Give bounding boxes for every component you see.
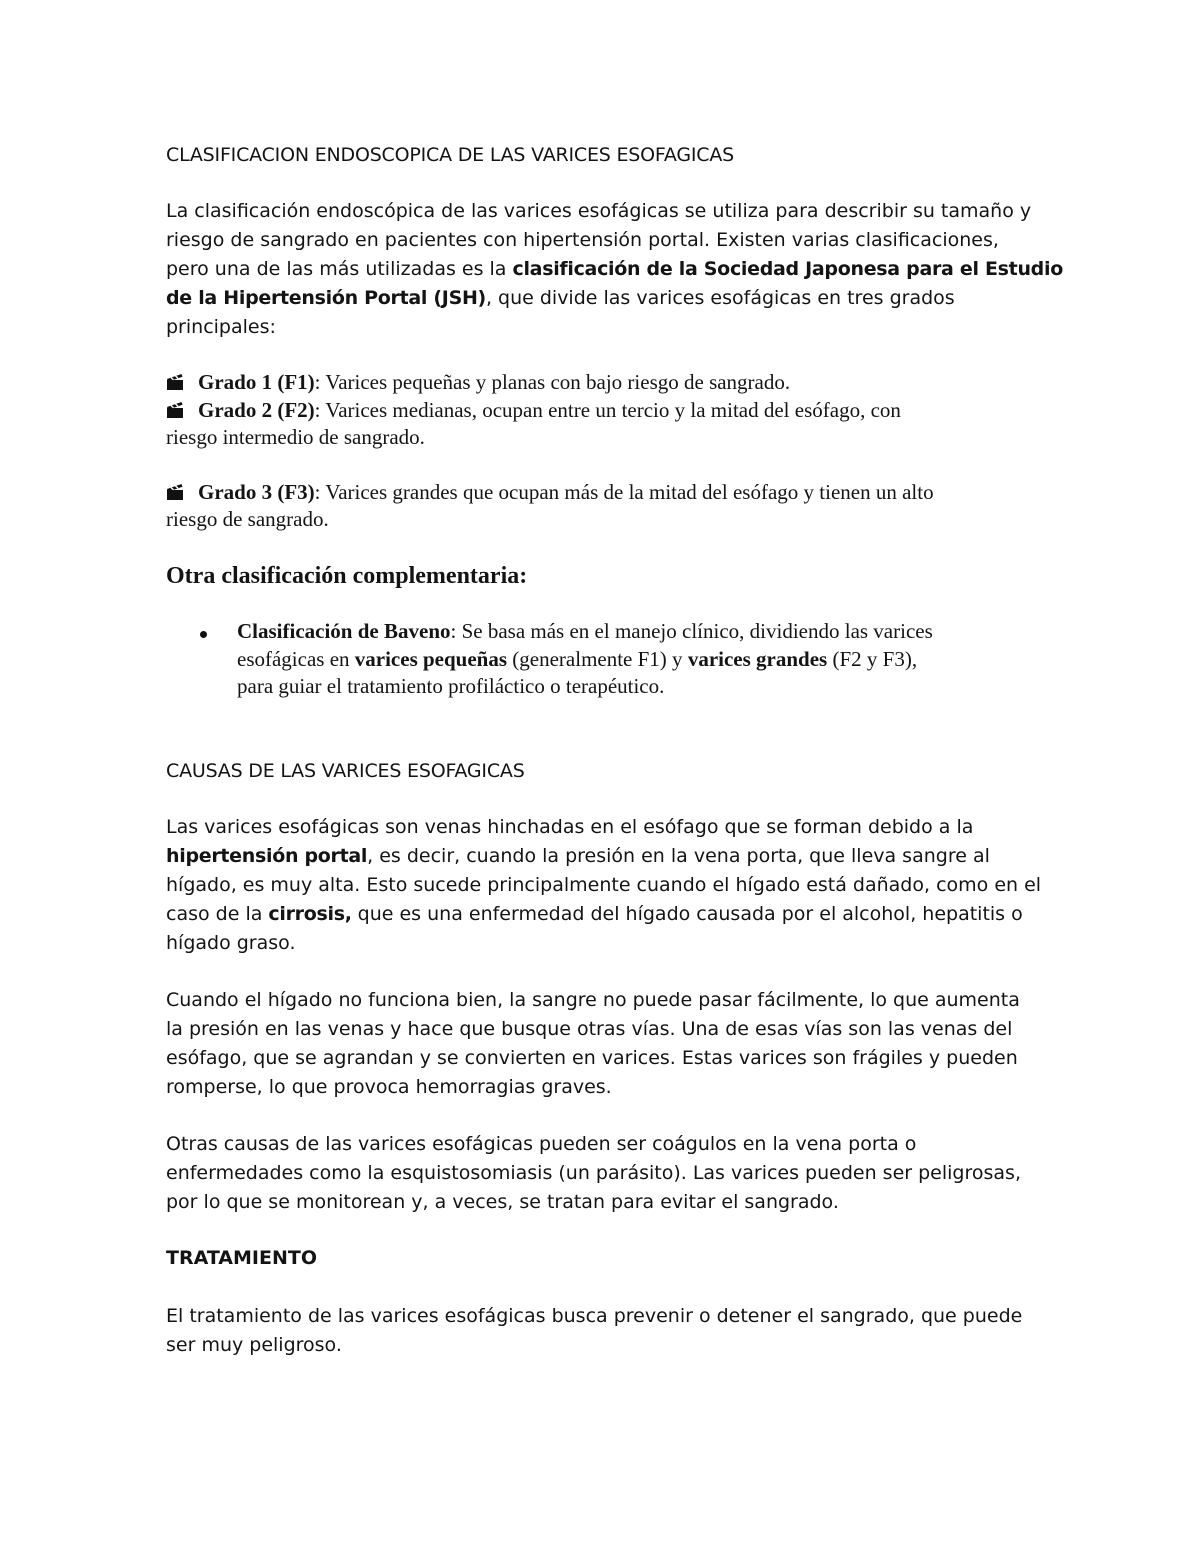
clapperboard-icon — [166, 481, 184, 499]
causes-p1-line-4-pre: caso de la — [166, 903, 269, 925]
jsh-classification-bold: clasificación de la Sociedad Japonesa para el Estudio — [512, 258, 1063, 280]
grade-3-line-2: riesgo de sangrado. — [166, 507, 329, 531]
intro-line-4 — [166, 284, 955, 313]
causes-p2-line-4: romperse, lo que provoca hemorragias graves. — [166, 1076, 612, 1098]
other-classification-heading: Otra clasificación complementaria: — [166, 563, 528, 589]
baveno-label: Clasificación de Baveno — [237, 619, 451, 643]
baveno-line-2-post: (F2 y F3), — [827, 647, 918, 671]
baveno-line-1 — [237, 618, 933, 646]
baveno-line-1-text: : Se basa más en el manejo clínico, dividiendo las varices — [450, 619, 933, 643]
causes-p1-line-4-post: que es una enfermedad del hígado causada por el alcohol, hepatitis o — [351, 903, 1023, 925]
jsh-name-bold: de la Hipertensión Portal (JSH) — [166, 287, 486, 309]
intro-line-1: La clasificación endoscópica de las varices esofágicas se utiliza para describir su tamaño y — [166, 200, 1032, 222]
intro-line-5: principales: — [166, 316, 276, 338]
grade-2-label: Grado 2 (F2) — [198, 398, 315, 422]
document-title: CLASIFICACION ENDOSCOPICA DE LAS VARICES ESOFAGICAS — [166, 144, 735, 166]
intro-line-2: riesgo de sangrado en pacientes con hipertensión portal. Existen varias clasificaciones, — [166, 229, 999, 251]
treatment-line-2: ser muy peligroso. — [166, 1334, 342, 1356]
grade-2-line-1 — [166, 397, 901, 425]
grade-3-text: : Varices grandes que ocupan más de la mitad del esófago y tienen un alto — [314, 480, 934, 504]
causes-p1-line-5: hígado graso. — [166, 932, 296, 954]
causes-p1-line-1: Las varices esofágicas son venas hinchadas en el esófago que se forman debido a la — [166, 816, 974, 838]
grade-3-line-1 — [166, 479, 934, 507]
causes-p1-line-2-text: , es decir, cuando la presión en la vena porta, que lleva sangre al — [367, 845, 990, 867]
causes-p2-line-2: la presión en las venas y hace que busque otras vías. Una de esas vías son las venas del — [166, 1018, 1013, 1040]
baveno-line-2 — [237, 646, 917, 674]
grade-2-text: : Varices medianas, ocupan entre un tercio y la mitad del esófago, con — [314, 398, 901, 422]
causes-heading: CAUSAS DE LAS VARICES ESOFAGICAS — [166, 760, 525, 782]
clapperboard-icon — [166, 399, 184, 417]
causes-p3-line-3: por lo que se monitorean y, a veces, se tratan para evitar el sangrado. — [166, 1191, 839, 1213]
causes-p1-line-2 — [166, 842, 990, 871]
causes-p3-line-1: Otras causas de las varices esofágicas pueden ser coágulos en la vena porta o — [166, 1133, 917, 1155]
intro-line-3 — [166, 255, 1063, 284]
grade-1-label: Grado 1 (F1) — [198, 370, 315, 394]
causes-p3-line-2: enfermedades como la esquistosomiasis (un parásito). Las varices pueden ser peligrosas, — [166, 1162, 1021, 1184]
treatment-heading: TRATAMIENTO — [166, 1247, 317, 1269]
baveno-line-3: para guiar el tratamiento profiláctico o terapéutico. — [237, 674, 665, 698]
baveno-line-2-mid: (generalmente F1) y — [507, 647, 688, 671]
intro-line-3-text: pero una de las más utilizadas es la — [166, 258, 513, 280]
grade-1-line-1 — [166, 369, 790, 397]
causes-p2-line-1: Cuando el hígado no funciona bien, la sangre no puede pasar fácilmente, lo que aumenta — [166, 989, 1020, 1011]
cirrosis-bold: cirrosis, — [268, 903, 352, 925]
bullet-dot-icon — [200, 631, 207, 638]
causes-p1-line-4 — [166, 900, 1023, 929]
causes-p1-line-3: hígado, es muy alta. Esto sucede principalmente cuando el hígado está dañado, como en el — [166, 874, 1042, 896]
varices-pequenas-bold: varices pequeñas — [354, 647, 508, 671]
causes-p2-line-3: esófago, que se agrandan y se convierten en varices. Estas varices son frágiles y pueden — [166, 1047, 1018, 1069]
grade-3-label: Grado 3 (F3) — [198, 480, 315, 504]
grade-2-line-2: riesgo intermedio de sangrado. — [166, 425, 425, 449]
intro-line-4-text: , que divide las varices esofágicas en tres grados — [485, 287, 955, 309]
hipertension-portal-bold: hipertensión portal — [166, 845, 368, 867]
clapperboard-icon — [166, 371, 184, 389]
treatment-line-1: El tratamiento de las varices esofágicas busca prevenir o detener el sangrado, que puede — [166, 1305, 1023, 1327]
baveno-line-2-pre: esofágicas en — [237, 647, 355, 671]
grade-1-text: : Varices pequeñas y planas con bajo riesgo de sangrado. — [314, 370, 791, 394]
varices-grandes-bold: varices grandes — [687, 647, 828, 671]
